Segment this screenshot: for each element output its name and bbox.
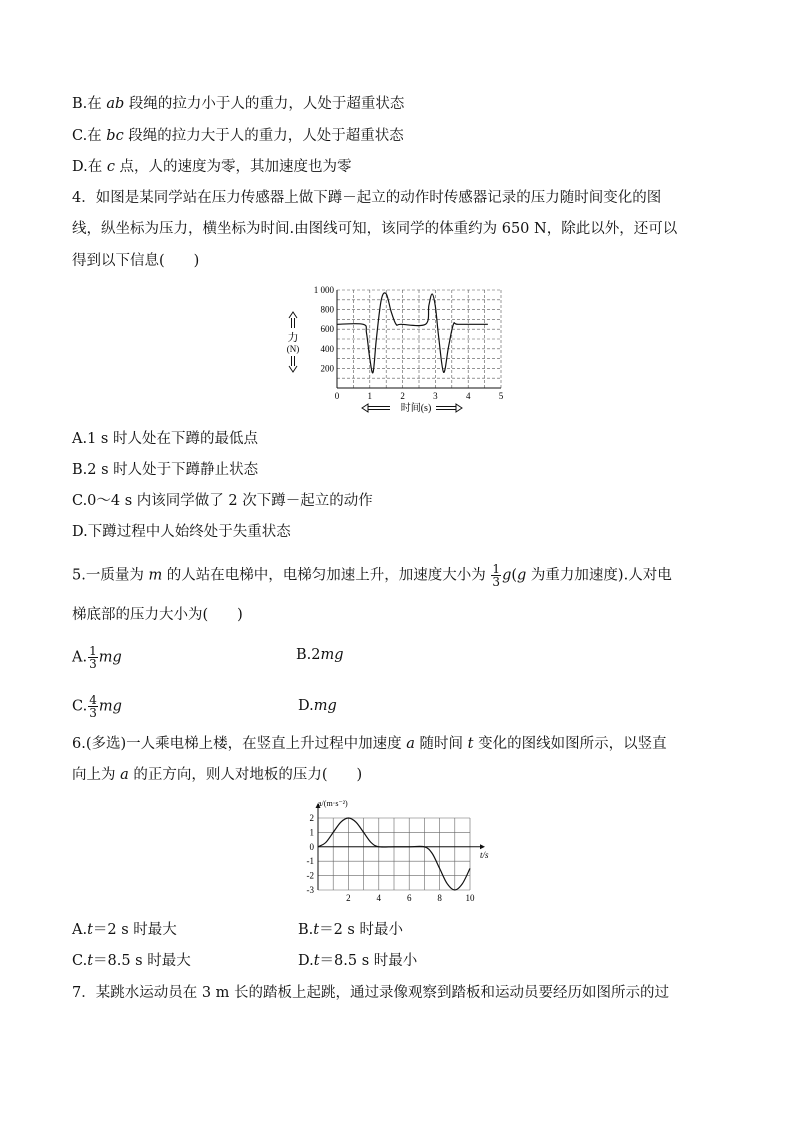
x-tick-label: 10: [465, 893, 475, 903]
y-tick-label: 200: [320, 363, 334, 374]
q6-option-c: C.t＝8.5 s 时最大: [72, 953, 191, 969]
q4-stem-line2: 线，纵坐标为压力，横坐标为时间.由图线可知，该同学的体重约为 650 N，除此以外，还可以: [72, 221, 678, 237]
q4-option-d: D.下蹲过程中人始终处于失重状态: [72, 524, 291, 540]
y-tick-label: 800: [320, 304, 334, 315]
y-axis-label: a/(m·s⁻²): [318, 799, 348, 808]
y-tick-label: -1: [306, 856, 314, 867]
q4-option-b: B.2 s 时人处于下蹲静止状态: [72, 462, 259, 478]
y-tick-label: 2: [309, 813, 314, 823]
q5-stem-line1: 5.一质量为 m 的人站在电梯中，电梯匀加速上升，加速度大小为 $\frac{1}{3}$ g(g 为重力加速度).人对电: [72, 562, 672, 589]
acceleration-time-chart: [290, 795, 510, 910]
q6-option-b: B.t＝2 s 时最小: [298, 922, 403, 938]
q4-stem-line3: 得到以下信息( ): [72, 253, 200, 269]
x-tick-label: 3: [433, 391, 438, 401]
x-tick-label: 2: [400, 391, 405, 401]
x-tick-label: 6: [406, 893, 412, 903]
left-arrow-icon: [362, 404, 390, 412]
q5-stem-line2: 梯底部的压力大小为( ): [72, 607, 243, 623]
y-axis-label-force: 力: [287, 332, 299, 344]
q5-option-d: D.mg: [298, 698, 337, 714]
q4-option-c: C.0～4 s 内该同学做了 2 次下蹲－起立的动作: [72, 493, 373, 509]
x-tick-label: 8: [437, 893, 442, 903]
up-arrow-icon: [289, 312, 297, 328]
q6-stem-line2: 向上为 a 的正方向，则人对地板的压力( ): [72, 767, 363, 783]
q5-option-a: A. $\frac{1}{3}$ mg: [72, 644, 122, 671]
x-tick-label: 1: [367, 391, 373, 401]
y-tick-label: 600: [320, 324, 334, 335]
right-arrow-icon: [436, 404, 462, 412]
q3-option-b: B.在 ab 段绳的拉力小于人的重力，人处于超重状态: [72, 96, 405, 112]
q5-option-c: C. $\frac{4}{3}$ mg: [72, 693, 122, 720]
force-time-chart: [280, 280, 520, 420]
x-tick-label: 4: [465, 391, 471, 401]
q4-stem-line1: 4．如图是某同学站在压力传感器上做下蹲－起立的动作时传感器记录的压力随时间变化的图: [72, 190, 662, 206]
y-tick-label: 1: [309, 827, 314, 838]
y-tick-label: -3: [306, 885, 314, 895]
x-tick-label: 0: [334, 391, 340, 401]
x-tick-label: 4: [376, 893, 382, 903]
q7-stem-line1: 7．某跳水运动员在 3 m 长的踏板上起跳，通过录像观察到踏板和运动员要经历如图所示的过: [72, 985, 670, 1001]
q6-option-d: D.t＝8.5 s 时最小: [298, 953, 418, 969]
y-tick-label: 0: [309, 841, 314, 852]
x-tick-label: 2: [346, 893, 351, 903]
q4-option-a: A.1 s 时人处在下蹲的最低点: [72, 431, 258, 447]
q6-option-a: A.t＝2 s 时最大: [72, 922, 177, 938]
y-tick-label: -2: [306, 870, 314, 881]
y-tick-label: 400: [320, 343, 334, 354]
q5-fraction: $\frac{1}{3}$: [492, 562, 501, 589]
q6-stem-line1: 6.(多选)一人乘电梯上楼，在竖直上升过程中加速度 a 随时间 t 变化的图线如图所示，以竖直: [72, 736, 667, 752]
x-axis-label: t/s: [480, 850, 489, 860]
q5-option-b: B.2mg: [296, 647, 344, 663]
x-axis-label: 时间(s): [400, 403, 432, 414]
y-axis-label-unit: (N): [286, 344, 300, 354]
force-curve: [337, 293, 488, 373]
q3-option-c: C.在 bc 段绳的拉力大于人的重力，人处于超重状态: [72, 128, 404, 144]
down-arrow-icon: [289, 356, 297, 372]
x-axis-arrow-icon: [480, 844, 485, 849]
q3-option-d: D.在 c 点，人的速度为零，其加速度也为零: [72, 159, 352, 175]
x-tick-label: 5: [498, 391, 504, 401]
y-tick-label: 1 000: [313, 285, 334, 295]
